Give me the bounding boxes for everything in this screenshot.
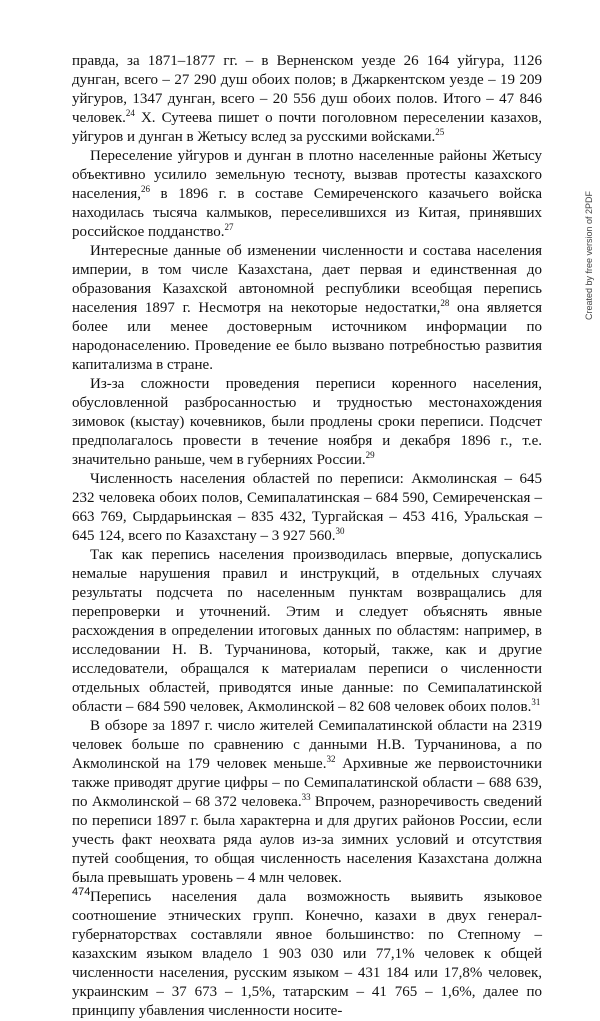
paragraph-text: Впрочем, разноречивость сведений по переписи 1897 г. была характерна и для других районов России, если учесть факт неохвата ряда аулов из-за зимних условий и отсутствия путей сообщения, то общая численность населения Казахстана должна была превышать уровень – 4 млн человек. [72,794,542,886]
paragraph-p4 [72,375,542,470]
paragraph-p7 [72,717,542,888]
body-text [72,52,542,1021]
paragraph-text: Архивные же первоисточники также приводят другие цифры – по Семипалатинской области – 688 639, по Акмолинской – 68 372 человека. [72,756,542,810]
footnote-marker: 30 [335,526,345,536]
footnote-marker: 29 [365,450,375,460]
footnote-marker: 28 [440,298,450,308]
paragraph-p8 [72,888,542,1021]
footnote-marker: 33 [301,792,311,802]
paragraph-p1 [72,52,542,147]
footnote-marker: 32 [326,754,336,764]
watermark: Created by free version of 2PDF [584,190,594,320]
paragraph-text: Х. Сутеева пишет о почти поголовном переселении казахов, уйгуров и дунган в Жетысу вслед за русскими войсками. [72,110,542,145]
paragraph-p6 [72,546,542,717]
paragraph-text: Из-за сложности проведения переписи коренного населения, обусловленной разбросанностью и трудностью местонахождения зимовок (кыстау) кочевников, были продлены сроки переписи. Подсчет предполагалось провести в течение ноября и декабря 1896 г., т.е. значительно раньше, чем в губерниях России. [72,376,542,468]
footnote-marker: 27 [224,222,234,232]
paragraph-text: правда, за 1871–1877 гг. – в Верненском уезде 26 164 уйгура, 1126 дунган, всего – 27 290 душ обоих полов; в Джаркентском уезде – 19 209 уйгуров, 1347 дунган, всего – 20 556 душ обоих полов. Итого – 47 846 человек. [72,53,542,126]
paragraph-text: Так как перепись населения производилась впервые, допускались немалые нарушения правил и инструкций, в отдельных случаях результаты подсчета по населенным пунктам возвращались для перепроверки и уточнений. Этим и следует объяснять явные расхождения в определении итоговых данных по областям: например, в исследовании Н. В. Турчанинова, который, также, как и другие исследователи, обращался к материалам переписи о численности отдельных областей, приводятся иные данные: по Семипалатинской области – 684 590 человек, Акмолинской – 82 608 человек обоих полов. [72,547,542,715]
footnote-marker: 26 [141,184,151,194]
footnote-marker: 24 [125,108,135,118]
paragraph-text: она является более или менее достоверным источником информации по народонаселению. Проведение ее было вызвано потребностью развития капитализма в стране. [72,300,543,373]
paragraph-text: В обзоре за 1897 г. число жителей Семипалатинской области на 2319 человек больше по сравнению с данными Н.В. Турчанинова, а по Акмолинской на 179 человек меньше. [72,718,542,772]
paragraph-text: Переселение уйгуров и дунган в плотно населенные районы Жетысу объективно усилило земельную тесноту, вызвав протесты казахского населения, [72,148,542,202]
paragraph-text: Интересные данные об изменении численности и состава населения империи, в том числе Казахстана, дает первая и единственная до образования Казахской автономной республики всеобщая перепись населения 1897 г. Несмотря на некоторые недостатки, [72,243,542,316]
paragraph-p2 [72,147,542,242]
paragraph-p5 [72,470,542,546]
paragraph-text: в 1896 г. в составе Семиреченского казачьего войска находилась тысяча калмыков, переселившихся из Китая, принявших российское подданство. [72,186,542,240]
page-number: 474 [72,886,91,898]
paragraph-p3 [72,242,542,375]
paragraph-text: Перепись населения дала возможность выявить языковое соотношение этнических групп. Конечно, казахи в двух генерал-губернаторствах составляли явное большинство: по Степному – казахским языком владело 1 903 030 или 77,1% человек к общей численности населения, русским языком – 431 184 или 17,8% человек, украинским – 37 673 – 1,5%, татарским – 41 765 – 1,6%, далее по принципу убавления численности носите- [72,889,542,1019]
paragraph-text: Численность населения областей по переписи: Акмолинская – 645 232 человека обоих полов, Семипалатинская – 684 590, Семиреченская – 663 769, Сырдарьинская – 835 432, Тургайская – 453 416, Уральская – 645 124, всего по Казахстану – 3 927 560. [72,471,542,544]
footnote-marker: 31 [531,697,541,707]
footnote-marker: 25 [435,127,445,137]
